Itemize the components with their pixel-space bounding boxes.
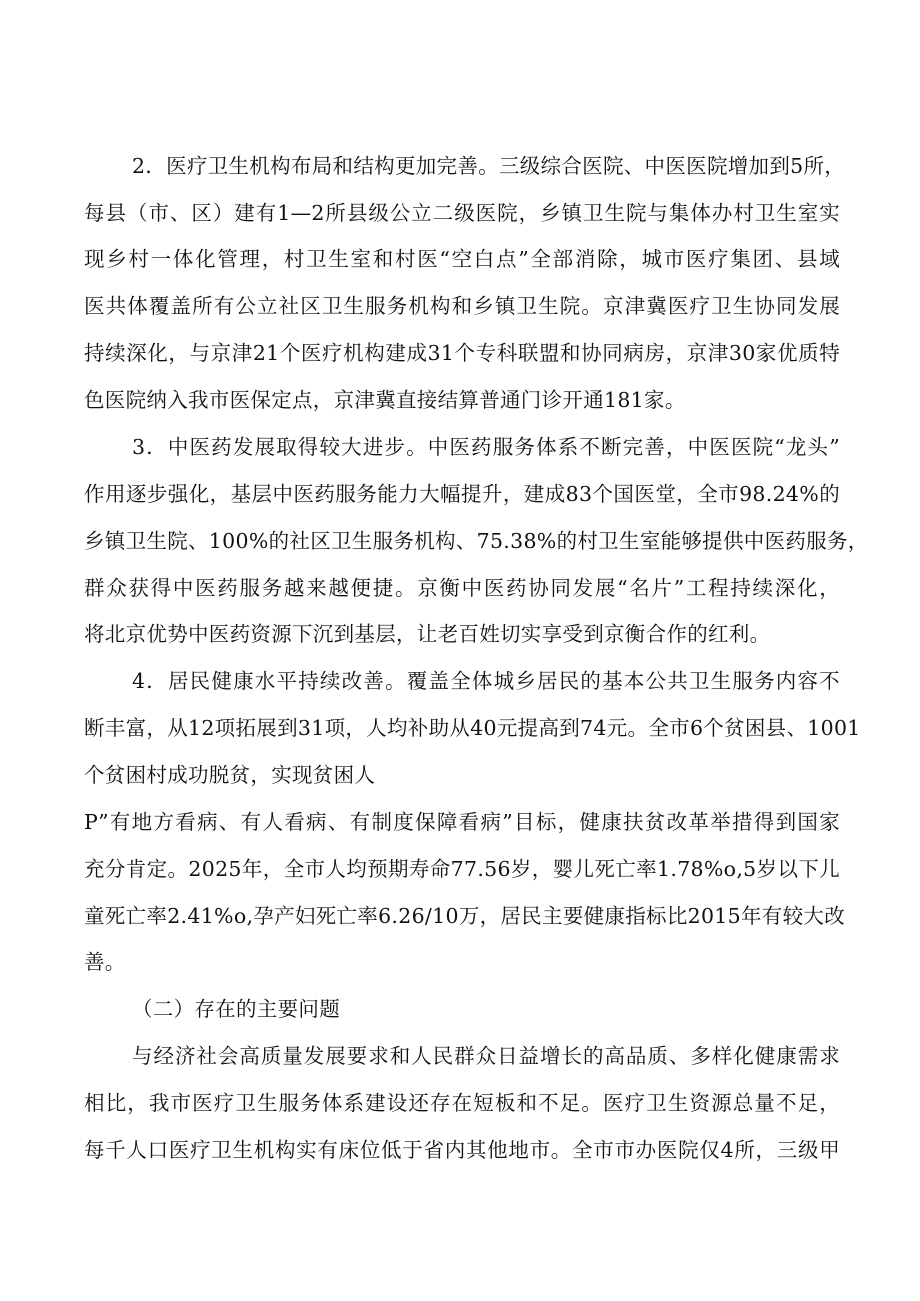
paragraph-2-line-2: 每县（市、区）建有1—2所县级公立二级医院，乡镇卫生院与集体办村卫生室实 bbox=[84, 201, 840, 225]
paragraph-3-line-5: 将北京优势中医药资源下沉到基层，让老百姓切实享受到京衡合作的红利。 bbox=[84, 622, 771, 646]
paragraph-2-line-6: 色医院纳入我市医保定点，京津冀直接结算普通门诊开通181家。 bbox=[84, 388, 686, 412]
paragraph-4-line-4: P”有地方看病、有人看病、有制度保障看病”目标，健康扶贫改革举措得到国家 bbox=[84, 810, 840, 834]
problems-line-3: 每千人口医疗卫生机构实有床位低于省内其他地市。全市市办医院仅4所，三级甲 bbox=[84, 1138, 840, 1162]
paragraph-3-line-1: 3．中医药发展取得较大进步。中医药服务体系不断完善，中医医院“龙头” bbox=[132, 435, 840, 459]
paragraph-4-line-5: 充分肯定。2025年，全市人均预期寿命77.56岁，婴儿死亡率1.78%o,5岁以下儿 bbox=[84, 857, 840, 881]
paragraph-3-line-4: 群众获得中医药服务越来越便捷。京衡中医药协同发展“名片”工程持续深化， bbox=[84, 576, 840, 600]
paragraph-3-line-3: 乡镇卫生院、100%的社区卫生服务机构、75.38%的村卫生室能够提供中医药服务， bbox=[84, 529, 869, 553]
problems-line-1: 与经济社会高质量发展要求和人民群众日益增长的高品质、多样化健康需求 bbox=[132, 1044, 840, 1068]
problems-line-2: 相比，我市医疗卫生服务体系建设还存在短板和不足。医疗卫生资源总量不足， bbox=[84, 1091, 840, 1115]
paragraph-4-line-3: 个贫困村成功脱贫，实现贫困人 bbox=[84, 763, 376, 787]
paragraph-3-line-2: 作用逐步强化，基层中医药服务能力大幅提升，建成83个国医堂，全市98.24%的 bbox=[84, 482, 840, 506]
paragraph-2-line-4: 医共体覆盖所有公立社区卫生服务机构和乡镇卫生院。京津冀医疗卫生协同发展 bbox=[84, 294, 840, 318]
paragraph-2-line-1: 2．医疗卫生机构布局和结构更加完善。三级综合医院、中医医院增加到5所， bbox=[132, 154, 846, 178]
paragraph-2-line-3: 现乡村一体化管理，村卫生室和村医“空白点”全部消除，城市医疗集团、县域 bbox=[84, 247, 840, 271]
paragraph-4-line-7: 善。 bbox=[84, 950, 126, 974]
section-heading: （二）存在的主要问题 bbox=[132, 997, 340, 1021]
paragraph-2-line-5: 持续深化，与京津21个医疗机构建成31个专科联盟和协同病房，京津30家优质特 bbox=[84, 341, 840, 365]
paragraph-4-line-2: 断丰富，从12项拓展到31项，人均补助从40元提高到74元。全市6个贫困县、1001 bbox=[84, 716, 861, 740]
paragraph-4-line-1: 4．居民健康水平持续改善。覆盖全体城乡居民的基本公共卫生服务内容不 bbox=[132, 669, 840, 693]
paragraph-4-line-6: 童死亡率2.41%o,孕产妇死亡率6.26/10万，居民主要健康指标比2015年有较大改 bbox=[84, 904, 845, 928]
